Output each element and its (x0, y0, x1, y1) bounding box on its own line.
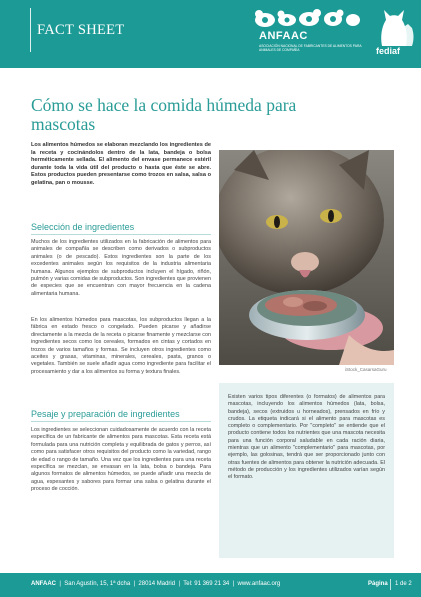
pets-silhouette-icon (253, 6, 361, 30)
page-title: Cómo se hace la comida húmeda para mascotas (31, 95, 297, 134)
photo-credit: iStock_CasarsaGuru (345, 367, 387, 372)
document-type: FACT SHEET (37, 22, 125, 38)
section-heading-weighing: Pesaje y preparación de ingredientes (31, 409, 180, 419)
fediaf-logo (372, 6, 416, 62)
footer-address: San Agustín, 15, 1ª dcha (64, 581, 131, 587)
body-paragraph: Muchos de los ingredientes utilizados en la fabricación de alimentos para animales de compañía se describen como derivados o subproductos animales (o de pescado). Estos ingredientes son la parte de los excedentes animales según los requisitos de la industria alimentaria humana. Algunos ejemplos de subproductos incluyen el hígado, riñón, pulmón y varias comidas de subproductos. Son ingredientes que provienen de especies que se encuentran con mayor frecuencia en la cadena alimentaria humana. (31, 239, 211, 297)
footer-phone: Tel: 91 369 21 34 (183, 581, 230, 587)
cat-eating-image (219, 150, 394, 365)
header-divider (30, 8, 31, 52)
footer-page-number: 1 de 2 (390, 579, 412, 590)
lead-paragraph: Los alimentos húmedos se elaboran mezclando los ingredientes de la receta y cocinándolos dentro de la lata, bandeja o bolsa herméticamente sellada. El alimento del envase permanece estéril durante toda la vida útil del producto o hasta que éste se abre. Estos productos pueden presentarse como trozos en salsa, salsa o gelatina, pan o mousse. (31, 142, 211, 186)
cat-eating-photo (219, 150, 394, 365)
footer-org: ANFAAC (31, 581, 56, 587)
header-bar (0, 0, 421, 68)
anfaac-logo (253, 6, 365, 60)
fediaf-logo-name: fediaf (376, 46, 401, 56)
cat-dog-silhouette-icon (372, 6, 416, 48)
anfaac-logo-name: ANFAAC (259, 30, 308, 42)
footer-website-link[interactable]: www.anfaac.org (237, 581, 281, 587)
body-paragraph: En los alimentos húmedos para mascotas, los subproductos llegan a la fábrica en estado fresco o congelado. Pueden picarse y añadirse directamente a la mezcla de la receta o picarse finamente y mezclarse con ingredientes secos como los cereales, formados en cintas y cortados en trozos de varios tamaños y formas. Se incluyen otros ingredientes como aceites y grasas, vitaminas, minerales, cereales, pasta, granos o vegetales. También se suele añadir agua como ingrediente para facilitar el procesamiento y dar a los alimentos su forma y textura finales. (31, 317, 211, 375)
info-box (219, 383, 394, 558)
footer-postal: 28014 Madrid (138, 581, 176, 587)
body-paragraph: Los ingredientes se seleccionan cuidadosamente de acuerdo con la receta específica de un fabricante de alimentos para mascotas. Esta receta está formulada para una nutrición completa y equilibrada de gatos y perros, así como para satisfacer otros requisitos del producto como la variedad, rango de edad o rango de tamaño. Una vez que los ingredientes para una receta específica se mezclan, se envasan en la lata, bolsa o bandeja. Para algunos formatos de alimentos húmedos, se puede añadir una mezcla de agua, espesantes y sabores para formar una salsa o gelatina durante el proceso de cocción. (31, 427, 211, 493)
anfaac-logo-subtitle: ASOCIACIÓN NACIONAL DE FABRICANTES DE ALIMENTOS PARA ANIMALES DE COMPAÑÍA (259, 44, 362, 52)
section-heading-ingredients: Selección de ingredientes (31, 222, 135, 232)
info-box-text: Existen varios tipos diferentes (o formatos) de alimentos para mascotas, incluyendo los alimentos húmedos (lata, bolsa, bandeja), secos (extruidos u horneados), prensados en frío y crudos. La etiqueta indicará si el alimento para mascotas es completo o complementario. Por "completo" se entiende que el producto contiene todos los nutrientes que una mascota necesita para una función corporal saludable en cada ración diaria, mientras que un alimento "complementario" para mascotas, por ejemplo, las golosinas, tendrá que ser proporcionado junto con otras fuentes de alimentos para obtener la nutrición adecuada. El método de producción y los ingredientes utilizados varían según el formato. (228, 394, 385, 481)
section-rule (31, 421, 211, 422)
footer-bar (0, 573, 421, 597)
footer-page-label: Página (368, 581, 388, 587)
footer-contact: ANFAAC | San Agustín, 15, 1ª dcha | 28014 Madrid | Tel: 91 369 21 34 | www.anfaac.org (31, 581, 281, 587)
section-rule (31, 234, 211, 235)
